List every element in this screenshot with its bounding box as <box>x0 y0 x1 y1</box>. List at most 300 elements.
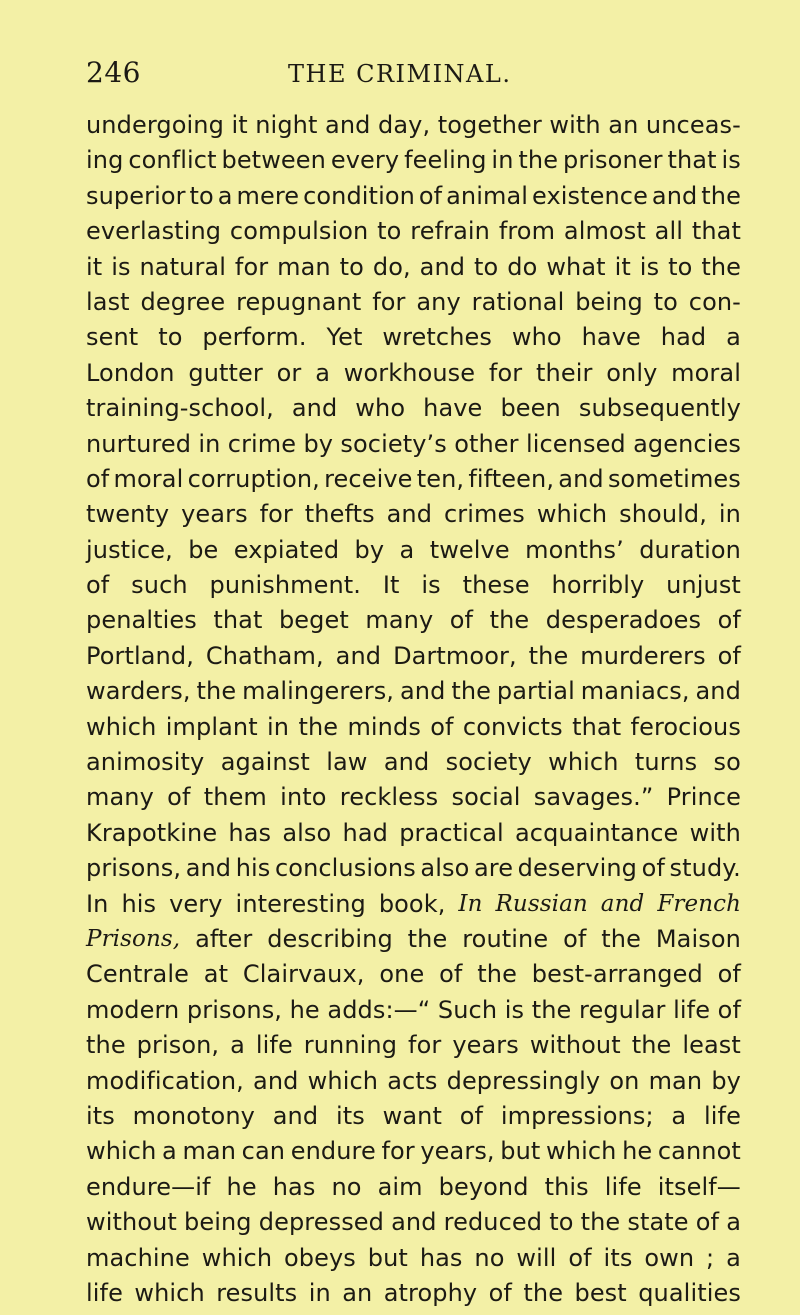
word: prisons, <box>186 995 283 1024</box>
word: many <box>365 606 434 635</box>
word: he <box>226 1172 257 1201</box>
word: the <box>451 677 491 706</box>
word: repugnant <box>236 287 362 316</box>
word: the <box>531 995 572 1024</box>
word: a <box>726 323 741 352</box>
word: life <box>673 995 711 1024</box>
word: which <box>548 748 619 777</box>
word: of <box>717 606 741 635</box>
word: murderers <box>580 641 706 670</box>
word: animosity <box>86 748 205 777</box>
text-line <box>86 1276 741 1311</box>
word: which <box>134 1278 205 1307</box>
word: society’s <box>340 429 447 458</box>
word: gutter <box>188 358 263 387</box>
text-line <box>86 214 741 249</box>
word: the <box>631 1031 672 1060</box>
word: for <box>372 287 406 316</box>
word: to <box>474 252 499 281</box>
word: have <box>581 323 641 352</box>
text-line <box>86 250 741 285</box>
word: beget <box>278 606 349 635</box>
word: Clairvaux, <box>242 960 365 989</box>
word: life <box>255 1031 293 1060</box>
text-line <box>86 674 741 709</box>
word: and <box>695 677 741 706</box>
word: monotony <box>132 1101 255 1130</box>
word: the <box>580 1208 621 1237</box>
word: it <box>231 111 248 139</box>
word: between <box>221 146 326 175</box>
word: convicts <box>462 712 563 741</box>
word: and <box>391 1208 437 1237</box>
word: unjust <box>666 571 741 600</box>
word: modern <box>86 995 180 1024</box>
word: prisoner <box>562 146 663 175</box>
word: Prince <box>666 783 741 812</box>
word: his <box>121 889 157 918</box>
word: and <box>335 641 382 670</box>
word: of <box>418 181 443 210</box>
word: penalties <box>86 606 197 635</box>
word: moral <box>671 358 741 387</box>
word: so <box>713 748 741 777</box>
word: he <box>289 995 320 1024</box>
word: but <box>500 1137 541 1166</box>
word: Such <box>437 995 498 1024</box>
word: in <box>198 429 221 458</box>
word: subsequently <box>578 394 741 423</box>
word: which <box>86 712 157 741</box>
word: months’ <box>525 535 624 564</box>
word: condition <box>303 181 415 210</box>
word: other <box>454 429 519 458</box>
word: one <box>379 960 425 989</box>
word: to <box>158 323 183 352</box>
word: implant <box>165 712 258 741</box>
word: years, <box>420 1137 495 1166</box>
word: them <box>203 783 267 812</box>
word: no <box>474 1243 505 1272</box>
word: to <box>377 217 402 246</box>
word: to <box>339 252 364 281</box>
word: to <box>653 287 678 316</box>
word: least <box>682 1031 741 1060</box>
word: book, <box>378 889 446 918</box>
word: the <box>196 677 237 706</box>
text-line <box>86 1099 741 1134</box>
word: Krapotkine <box>86 818 218 847</box>
word: twelve <box>429 535 510 564</box>
word: that <box>691 217 741 246</box>
word: duration <box>639 535 741 564</box>
word: day, <box>378 111 431 139</box>
word: of <box>563 924 587 953</box>
word: a <box>726 1243 741 1272</box>
word: adds:—“ <box>327 995 431 1024</box>
word: a <box>399 535 415 564</box>
word: very <box>169 889 223 918</box>
word: and <box>185 854 232 883</box>
word: animal <box>446 181 529 210</box>
word: partial <box>496 677 575 706</box>
word: who <box>511 323 562 352</box>
word: aim <box>377 1172 423 1201</box>
word: life <box>604 1172 642 1201</box>
word: feeling <box>404 146 487 175</box>
word: agencies <box>633 429 741 458</box>
text-line <box>86 568 741 603</box>
word: an <box>608 111 639 139</box>
word: his <box>235 854 271 883</box>
word: and <box>291 394 338 423</box>
text-line <box>86 1241 741 1276</box>
word: years <box>452 1031 519 1060</box>
word: ten, <box>416 464 465 493</box>
word: of <box>86 464 110 493</box>
word: in <box>491 146 514 175</box>
word: the <box>86 1031 126 1060</box>
word: of <box>641 854 665 883</box>
word: the <box>528 641 569 670</box>
word: existence <box>532 181 648 210</box>
word: Centrale <box>86 960 189 989</box>
word: moral <box>113 464 184 493</box>
word: and <box>386 500 433 529</box>
word: and <box>253 1066 299 1095</box>
word: cannot <box>657 1137 741 1166</box>
word: last <box>86 287 130 316</box>
word: in <box>718 500 741 529</box>
word: qualities <box>638 1278 741 1307</box>
text-line <box>86 108 741 143</box>
word: fifteen, <box>468 464 555 493</box>
word: and <box>651 181 698 210</box>
word: are <box>473 854 514 883</box>
word: and <box>272 1101 319 1130</box>
word: atrophy <box>383 1278 478 1307</box>
text-line <box>86 462 741 497</box>
word: had <box>660 323 707 352</box>
word: social <box>451 783 521 812</box>
word: a <box>162 1137 177 1166</box>
word: by <box>303 429 334 458</box>
word: of <box>488 1278 512 1307</box>
word: without <box>86 1208 177 1237</box>
word: these <box>462 571 530 600</box>
word: a <box>726 1208 741 1237</box>
word: best-arranged <box>531 960 703 989</box>
word: of <box>167 783 191 812</box>
word: acquaintance <box>515 818 679 847</box>
word: the <box>523 1278 564 1307</box>
word: only <box>606 358 658 387</box>
text-line <box>86 1064 741 1099</box>
word: mere <box>236 181 300 210</box>
word: in <box>308 1278 331 1307</box>
word: a <box>671 1101 687 1130</box>
word: punishment. <box>209 571 362 600</box>
word: describing <box>267 924 393 953</box>
word: twenty <box>86 500 170 529</box>
word: law <box>326 748 368 777</box>
word: and <box>383 748 430 777</box>
word: with <box>549 111 601 139</box>
word: Maison <box>655 924 741 953</box>
word: against <box>220 748 310 777</box>
word: superior <box>86 181 186 210</box>
text-line <box>86 427 741 462</box>
word: It <box>382 571 400 600</box>
word: receive <box>324 464 413 493</box>
word: depressed <box>258 1208 384 1237</box>
word: should, <box>619 500 707 529</box>
word: or <box>276 358 302 387</box>
word: every <box>330 146 400 175</box>
word: a <box>315 358 330 387</box>
word: running <box>303 1031 398 1060</box>
word: regular <box>579 995 666 1024</box>
word: after <box>195 924 253 953</box>
word: horribly <box>551 571 645 600</box>
word: workhouse <box>343 358 476 387</box>
word: rational <box>471 287 565 316</box>
word: and <box>325 111 371 139</box>
word: have <box>423 394 483 423</box>
word: ing <box>86 146 124 175</box>
word: Dartmoor, <box>393 641 517 670</box>
word: life <box>86 1278 123 1307</box>
word: a <box>217 181 233 210</box>
word: of <box>86 571 110 600</box>
word: for <box>408 1031 442 1060</box>
word: justice, <box>86 535 173 564</box>
word: own <box>644 1243 695 1272</box>
word: Russian <box>495 890 588 917</box>
word: it <box>86 252 103 281</box>
body-text <box>86 108 741 1311</box>
word: of <box>717 960 741 989</box>
word: an <box>342 1278 373 1307</box>
word: man <box>277 252 331 281</box>
word: been <box>500 394 561 423</box>
word: and <box>600 890 645 917</box>
word: that <box>572 712 622 741</box>
word: maniacs, <box>580 677 690 706</box>
word: state <box>627 1208 689 1237</box>
word: desperadoes <box>545 606 702 635</box>
word: do, <box>372 252 411 281</box>
word: years <box>181 500 248 529</box>
word: sometimes <box>607 464 741 493</box>
word: impressions; <box>500 1101 654 1130</box>
word: its <box>335 1101 365 1130</box>
word: refrain <box>410 217 490 246</box>
word: society <box>445 748 532 777</box>
text-line <box>86 391 741 426</box>
word: which <box>546 1137 617 1166</box>
word: warders, <box>86 677 191 706</box>
word: of <box>430 712 454 741</box>
word: for <box>259 500 293 529</box>
word: prison, <box>136 1031 220 1060</box>
word: training-school, <box>86 394 274 423</box>
word: results <box>216 1278 298 1307</box>
word: night <box>255 111 318 139</box>
word: almost <box>563 217 646 246</box>
word: has <box>272 1172 316 1201</box>
word: had <box>342 818 388 847</box>
word: and <box>419 252 466 281</box>
text-line <box>86 957 741 992</box>
text-line <box>86 1170 741 1205</box>
word: the <box>298 712 339 741</box>
word: in <box>267 712 290 741</box>
word: is <box>111 252 131 281</box>
word: being <box>184 1208 252 1237</box>
word: its <box>603 1243 633 1272</box>
word: but <box>367 1243 408 1272</box>
word: In <box>86 889 109 918</box>
word: ferocious <box>630 712 741 741</box>
word: that <box>667 146 717 175</box>
text-line <box>86 603 741 638</box>
word: be <box>188 535 219 564</box>
word: of <box>717 995 741 1024</box>
text-line <box>86 179 741 214</box>
word: reduced <box>443 1208 543 1237</box>
word: of <box>568 1243 592 1272</box>
word: nurtured <box>86 429 192 458</box>
word: of <box>459 1101 484 1130</box>
word: for <box>381 1137 415 1166</box>
word: Prisons, <box>86 925 181 952</box>
word: licensed <box>525 429 626 458</box>
word: machine <box>86 1243 190 1272</box>
word: can <box>241 1137 286 1166</box>
word: it <box>614 252 631 281</box>
word: such <box>131 571 188 600</box>
word: man <box>182 1137 237 1166</box>
text-line <box>86 710 741 745</box>
word: is <box>421 571 441 600</box>
word: into <box>280 783 327 812</box>
word: undergoing <box>86 111 224 139</box>
word: beyond <box>438 1172 529 1201</box>
word: by <box>711 1066 741 1095</box>
word: for <box>488 358 523 387</box>
word: a <box>230 1031 245 1060</box>
word: ; <box>706 1243 715 1272</box>
word: crimes <box>443 500 525 529</box>
word: modification, <box>86 1066 244 1095</box>
word: obeys <box>284 1243 356 1272</box>
word: together <box>437 111 542 139</box>
word: all <box>654 217 683 246</box>
word: to <box>189 181 214 210</box>
word: turns <box>634 748 698 777</box>
word: and <box>399 677 446 706</box>
word: by <box>354 535 385 564</box>
text-line <box>86 745 741 780</box>
word: everlasting <box>86 217 222 246</box>
word: which <box>536 500 608 529</box>
word: of <box>449 606 474 635</box>
word: at <box>203 960 229 989</box>
text-line <box>86 1134 741 1169</box>
word: its <box>86 1101 115 1130</box>
word: expiated <box>233 535 340 564</box>
word: best <box>574 1278 627 1307</box>
word: which <box>307 1066 379 1095</box>
word: of <box>717 641 741 670</box>
word: endure—if <box>86 1172 211 1201</box>
text-line <box>86 922 741 957</box>
word: many <box>86 783 154 812</box>
text-line <box>86 285 741 320</box>
word: what <box>546 252 606 281</box>
word: want <box>382 1101 442 1130</box>
word: who <box>355 394 406 423</box>
text-line <box>86 639 741 674</box>
word: the <box>701 252 741 281</box>
word: deserving <box>517 854 638 883</box>
word: French <box>657 890 741 917</box>
word: wretches <box>382 323 492 352</box>
text-line <box>86 356 741 391</box>
word: In <box>458 890 483 917</box>
word: Chatham, <box>205 641 324 670</box>
word: without <box>529 1031 621 1060</box>
word: he <box>622 1137 653 1166</box>
word: perform. <box>202 323 307 352</box>
page-number: 246 <box>86 56 141 89</box>
word: conflict <box>128 146 217 175</box>
word: has <box>228 818 272 847</box>
word: do <box>507 252 538 281</box>
word: which <box>86 1137 157 1166</box>
text-line <box>86 887 741 922</box>
word: unceas- <box>645 111 741 139</box>
word: savages.” <box>533 783 654 812</box>
word: to <box>549 1208 574 1237</box>
word: is <box>639 252 660 281</box>
word: being <box>575 287 643 316</box>
word: the <box>701 181 741 210</box>
word: which <box>201 1243 273 1272</box>
word: of <box>695 1208 720 1237</box>
word: routine <box>462 924 549 953</box>
text-line <box>86 1205 741 1240</box>
word: is <box>721 146 741 175</box>
word: also <box>282 818 332 847</box>
word: practical <box>399 818 504 847</box>
book-page <box>86 52 741 1311</box>
word: the <box>489 606 530 635</box>
word: will <box>516 1243 557 1272</box>
word: has <box>419 1243 463 1272</box>
word: thefts <box>304 500 375 529</box>
word: on <box>609 1066 640 1095</box>
running-title: THE CRIMINAL. <box>288 60 512 88</box>
word: crime <box>227 429 297 458</box>
word: man <box>648 1066 703 1095</box>
word: corruption, <box>187 464 320 493</box>
word: Yet <box>326 323 363 352</box>
word: the <box>407 924 448 953</box>
word: to <box>668 252 693 281</box>
word: also <box>420 854 470 883</box>
